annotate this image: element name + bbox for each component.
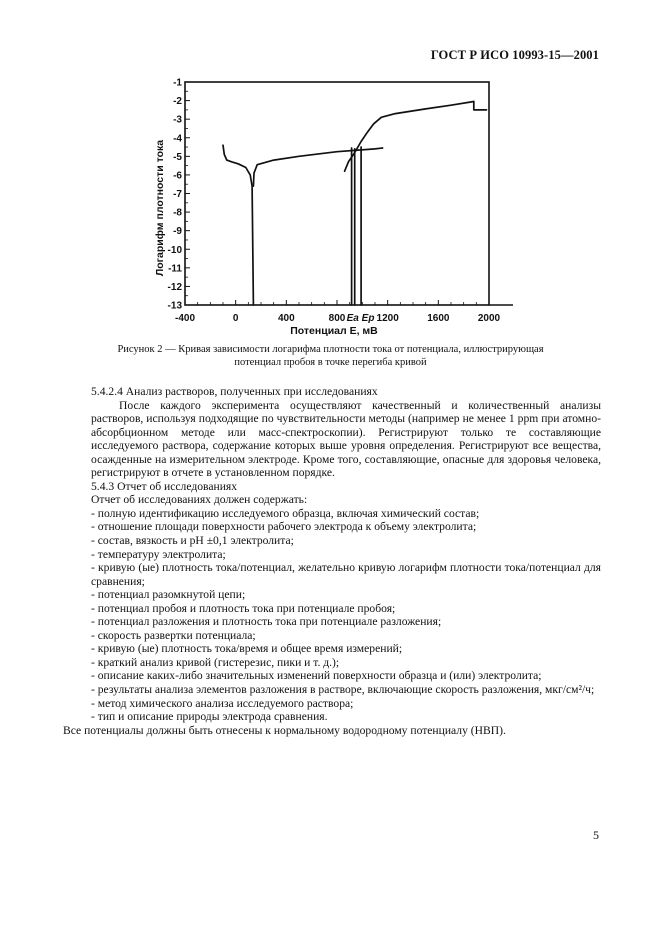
body-text <box>63 385 601 737</box>
y-tick-label: -9 <box>173 226 182 238</box>
x-tick-label: 800 <box>328 313 346 324</box>
document-header: ГОСТ Р ИСО 10993-15—2001 <box>430 48 599 62</box>
report-items-list <box>91 507 601 724</box>
series-anodic <box>253 148 382 186</box>
page-number: 5 <box>593 828 599 842</box>
series-end <box>474 102 487 110</box>
y-tick-label: -10 <box>167 244 182 256</box>
annotation-ep: Ep <box>361 313 375 324</box>
y-tick-label: -11 <box>168 263 182 275</box>
y-tick-label: -2 <box>173 96 182 108</box>
y-tick-label: -13 <box>167 300 182 312</box>
report-item: - кривую (ые) плотность тока/время и общее время измерений; <box>91 642 403 656</box>
figure-caption <box>60 343 601 369</box>
y-tick-label: -5 <box>173 151 182 163</box>
report-intro: Отчет об исследованиях должен содержать: <box>91 493 308 507</box>
series-cathodic <box>223 145 253 305</box>
report-item: - тип и описание природы электрода сравнения. <box>91 710 328 724</box>
y-tick-label: -6 <box>173 170 182 182</box>
paragraph-analysis: После каждого эксперимента осуществляют качественный и количественный анализы растворов, используя подходящие по чувствительности методы (например не менее 1 ppm при атомно-абсорбционном методе или масс-спектроскопии). Регистрируют только те составляющие исследуемого раствора, содержание которых выше уровня определения. Регистрируют все вещества, осажденные на измерительном электроде. Кроме того, составляющие, опасные для здоровья человека, регистрируют в отчете в установленном порядке. <box>91 398 601 480</box>
x-axis-label: Потенциал E, мВ <box>290 325 378 337</box>
caption-line-1: Рисунок 2 — Кривая зависимости логарифма плотности тока от потенциала, иллюстрирующая <box>117 344 544 355</box>
x-tick-label: 2000 <box>477 313 501 324</box>
report-item: - состав, вязкость и pH ±0,1 электролита; <box>91 534 294 548</box>
report-item: - потенциал разложения и плотность тока при потенциале разложения; <box>91 615 442 629</box>
y-tick-label: -7 <box>173 189 182 200</box>
report-item: - температуру электролита; <box>91 547 226 561</box>
report-item: - метод химического анализа исследуемого раствора; <box>91 696 354 710</box>
annotation-ea: Ea <box>346 313 359 324</box>
report-item: - скорость развертки потенциала; <box>91 628 256 642</box>
report-item: - полную идентификацию исследуемого образца, включая химический состав; <box>91 506 480 520</box>
x-tick-label: 0 <box>232 313 239 324</box>
y-axis-label: Логарифм плотности тока <box>154 139 166 277</box>
closing-paragraph: Все потенциалы должны быть отнесены к нормальному водородному потенциалу (НВП). <box>63 723 506 737</box>
chart-ticks <box>168 78 501 325</box>
report-item: - краткий анализ кривой (гистерезис, пики и т. д.); <box>91 655 340 669</box>
section-heading-5-4-2-4: 5.4.2.4 Анализ растворов, полученных при исследованиях <box>91 385 378 398</box>
section-heading-5-4-3: 5.4.3 Отчет об исследованиях <box>91 479 238 493</box>
y-tick-label: -1 <box>173 77 182 89</box>
report-item: - потенциал разомкнутой цепи; <box>91 588 246 602</box>
x-tick-label: -400 <box>174 313 196 324</box>
x-tick-label: 1600 <box>427 313 450 324</box>
report-item: - результаты анализа элементов разложения в растворе, включающие скорость разложения, мкг/см²/ч; <box>91 683 595 697</box>
plot-frame <box>185 82 489 305</box>
x-tick-label: 400 <box>277 313 295 324</box>
x-tick-label: 1200 <box>376 313 399 324</box>
chart-series <box>223 102 487 306</box>
report-item: - описание каких-либо значительных изменений поверхности образца и (или) электролита; <box>91 669 542 683</box>
caption-line-2: потенциал пробоя в точке перегиба кривой <box>234 357 427 368</box>
chart-axes <box>185 82 513 305</box>
potentiodynamic-chart <box>0 0 661 340</box>
report-item: - кривую (ые) плотность тока/потенциал, желательно кривую логарифм плотности тока/потенциал для сравнения; <box>91 561 601 588</box>
y-tick-label: -8 <box>173 207 182 219</box>
series-transpassive <box>345 102 474 172</box>
report-item: - потенциал пробоя и плотность тока при потенциале пробоя; <box>91 601 396 615</box>
y-tick-label: -4 <box>173 133 182 145</box>
report-item: - отношение площади поверхности рабочего электрода к объему электролита; <box>91 520 477 534</box>
y-tick-label: -3 <box>173 114 182 126</box>
y-tick-label: -12 <box>167 281 182 293</box>
